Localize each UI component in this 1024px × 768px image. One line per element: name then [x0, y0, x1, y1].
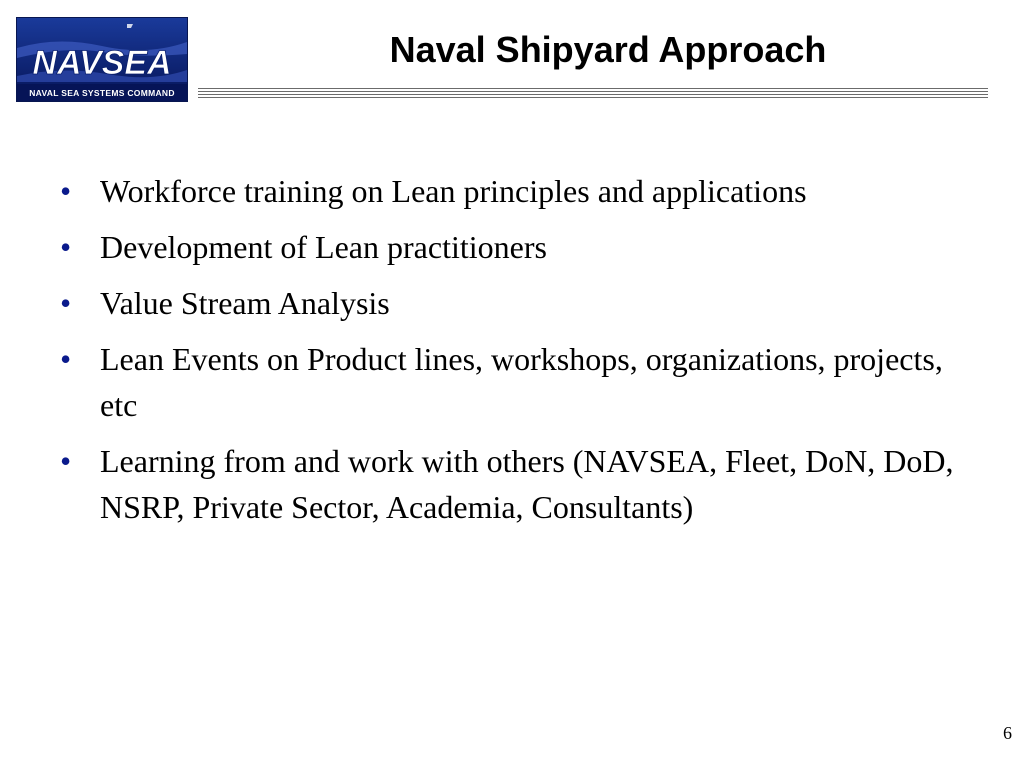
bullet-list	[60, 168, 960, 540]
navsea-logo	[16, 17, 188, 102]
bullet-icon: •	[60, 443, 72, 479]
bullet-item	[60, 438, 960, 530]
page-number: 6	[1003, 723, 1012, 743]
bullet-item	[60, 168, 960, 214]
bullet-icon: •	[60, 173, 72, 209]
bullet-text: Workforce training on Lean principles and applications	[100, 173, 807, 209]
bullet-icon: •	[60, 229, 72, 265]
logo-subtitle: NAVAL SEA SYSTEMS COMMAND	[29, 88, 175, 98]
bullet-text: Lean Events on Product lines, workshops, organizations, projects, etc	[100, 341, 943, 423]
bullet-text: Development of Lean practitioners	[100, 229, 547, 265]
logo-wordmark: NAVSEA	[32, 44, 172, 82]
bullet-text: Learning from and work with others (NAVSEA, Fleet, DoN, DoD, NSRP, Private Sector, Academia, Consultants)	[100, 443, 954, 525]
bullet-text: Value Stream Analysis	[100, 285, 390, 321]
bullet-icon: •	[60, 285, 72, 321]
bullet-item	[60, 336, 960, 428]
bullet-item	[60, 224, 960, 270]
bullet-icon: •	[60, 341, 72, 377]
slide-title: Naval Shipyard Approach	[389, 29, 827, 70]
navsea-logo-graphic	[17, 18, 187, 101]
bullet-item	[60, 280, 960, 326]
title-rule	[198, 88, 988, 98]
